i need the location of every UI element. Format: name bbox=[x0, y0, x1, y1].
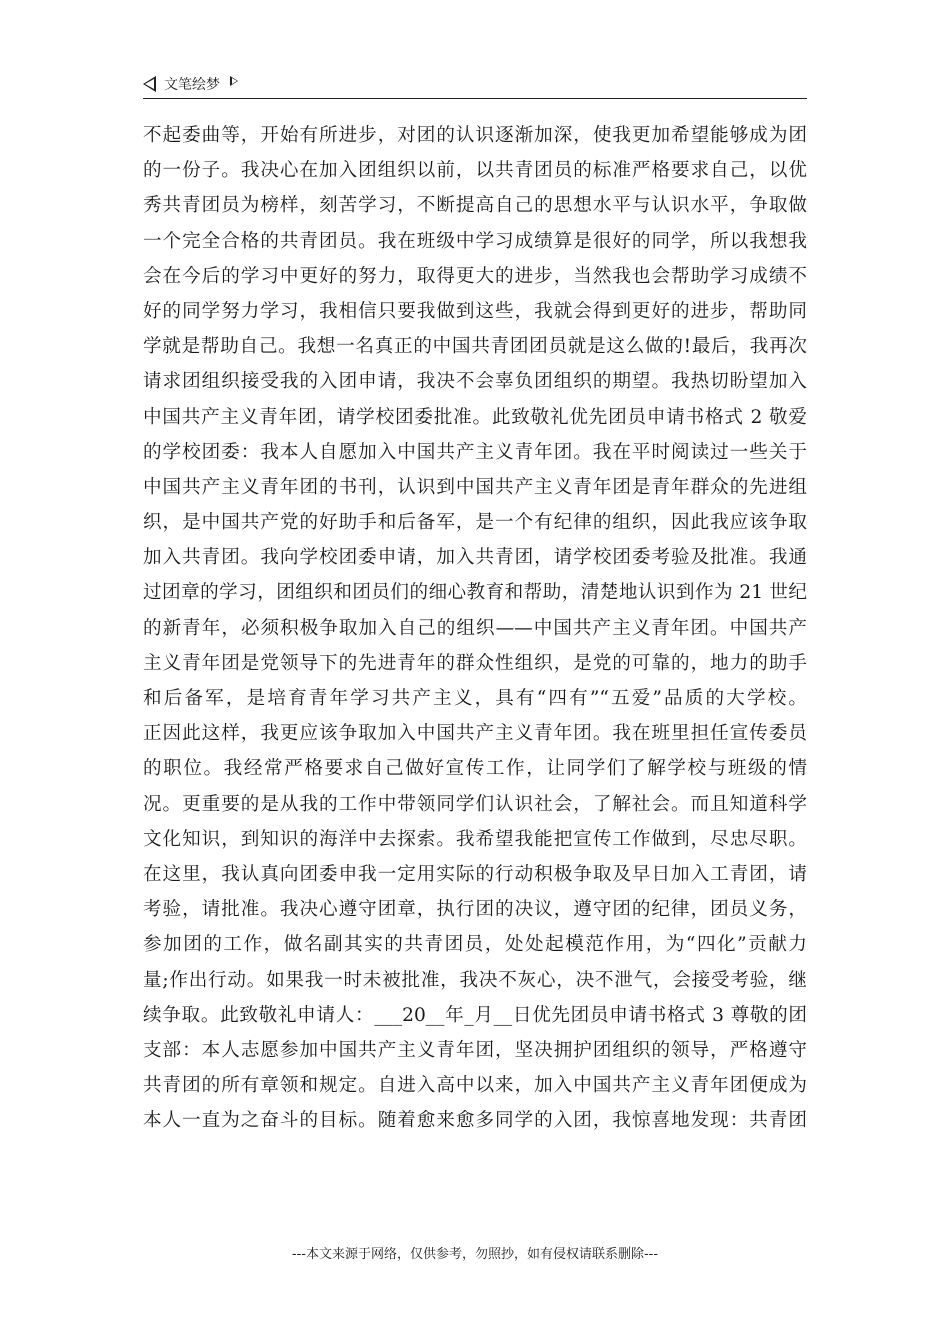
text-line: 织，是中国共产党的好助手和后备军，是一个有纪律的组织，因此我应该争取 bbox=[143, 512, 807, 534]
brand-name: 文笔绘梦 bbox=[164, 77, 220, 93]
text-line: 续争取。此致敬礼申请人：___20__年_月__日优先团员申请书格式 3 尊敬的团 bbox=[143, 1004, 807, 1026]
text-line: 一个完全合格的共青团员。我在班级中学习成绩算是很好的同学，所以我想我 bbox=[143, 230, 807, 252]
text-line: 文化知识，到知识的海洋中去探索。我希望我能把宣传工作做到，尽忠尽职。 bbox=[143, 828, 807, 850]
text-line: 请求团组织接受我的入团申请，我决不会辜负团组织的期望。我热切盼望加入 bbox=[143, 371, 807, 393]
triangle-left-icon bbox=[143, 76, 156, 92]
text-line: 参加团的工作，做名副其实的共青团员，处处起模范作用，为“四化”贡献力 bbox=[143, 934, 807, 956]
text-line: 好的同学努力学习，我相信只要我做到这些，我就会得到更好的进步，帮助同 bbox=[143, 300, 807, 322]
page-header bbox=[143, 72, 807, 99]
text-line: 秀共青团员为榜样，刻苦学习，不断提高自己的思想水平与认识水平，争取做 bbox=[143, 195, 807, 217]
text-line: 的一份子。我决心在加入团组织以前，以共青团员的标准严格要求自己，以优 bbox=[143, 160, 807, 182]
text-line: 的新青年，必须积极争取加入自己的组织——中国共产主义青年团。中国共产 bbox=[143, 617, 807, 639]
footer-disclaimer: ---本文来源于网络，仅供参考，勿照抄，如有侵权请联系删除--- bbox=[291, 1247, 659, 1262]
document-body bbox=[143, 118, 807, 1138]
text-line: 况。更重要的是从我的工作中带领同学们认识社会，了解社会。而且知道科学 bbox=[143, 793, 807, 815]
text-line: 不起委曲等，开始有所进步，对团的认识逐渐加深，使我更加希望能够成为团 bbox=[143, 125, 807, 146]
text-line: 在这里，我认真向团委申我一定用实际的行动积极争取及早日加入工青团，请 bbox=[143, 863, 807, 885]
text-line: 主义青年团是党领导下的先进青年的群众性组织，是党的可靠的，地力的助手 bbox=[143, 652, 807, 674]
text-line: 过团章的学习，团组织和团员们的细心教育和帮助，清楚地认识到作为 21 世纪 bbox=[143, 582, 807, 604]
text-line: 加入共青团。我向学校团委申请，加入共青团，请学校团委考验及批准。我通 bbox=[143, 547, 807, 569]
text-line: 量;作出行动。如果我一时未被批准，我决不灰心，决不泄气，会接受考验，继 bbox=[143, 969, 807, 991]
triangle-right-icon bbox=[230, 76, 238, 86]
text-line: 的学校团委：我本人自愿加入中国共产主义青年团。我在平时阅读过一些关于 bbox=[143, 441, 807, 463]
text-line: 中国共产主义青年团，请学校团委批准。此致敬礼优先团员申请书格式 2 敬爱 bbox=[143, 406, 807, 428]
text-line: 中国共产主义青年团的书刊，认识到中国共产主义青年团是青年群众的先进组 bbox=[143, 476, 807, 498]
brand bbox=[143, 74, 238, 94]
text-line: 的职位。我经常严格要求自己做好宣传工作，让同学们了解学校与班级的情 bbox=[143, 758, 807, 780]
text-line: 会在今后的学习中更好的努力，取得更大的进步，当然我也会帮助学习成绩不 bbox=[143, 265, 807, 287]
text-line: 正因此这样，我更应该争取加入中国共产主义青年团。我在班里担任宣传委员 bbox=[143, 723, 807, 745]
text-line: 考验，请批准。我决心遵守团章，执行团的决议，遵守团的纪律，团员义务， bbox=[143, 899, 807, 921]
text-line: 本人一直为之奋斗的目标。随着愈来愈多同学的入团，我惊喜地发现：共青团 bbox=[143, 1110, 807, 1132]
text-line: 共青团的所有章领和规定。自进入高中以来，加入中国共产主义青年团便成为 bbox=[143, 1075, 807, 1097]
text-line: 和后备军，是培育青年学习共产主义，具有“四有”“五爱”品质的大学校。 bbox=[143, 688, 807, 709]
text-line: 支部：本人志愿参加中国共产主义青年团，坚决拥护团组织的领导，严格遵守 bbox=[143, 1039, 807, 1061]
text-line: 学就是帮助自己。我想一名真正的中国共青团团员就是这么做的!最后，我再次 bbox=[143, 336, 807, 358]
